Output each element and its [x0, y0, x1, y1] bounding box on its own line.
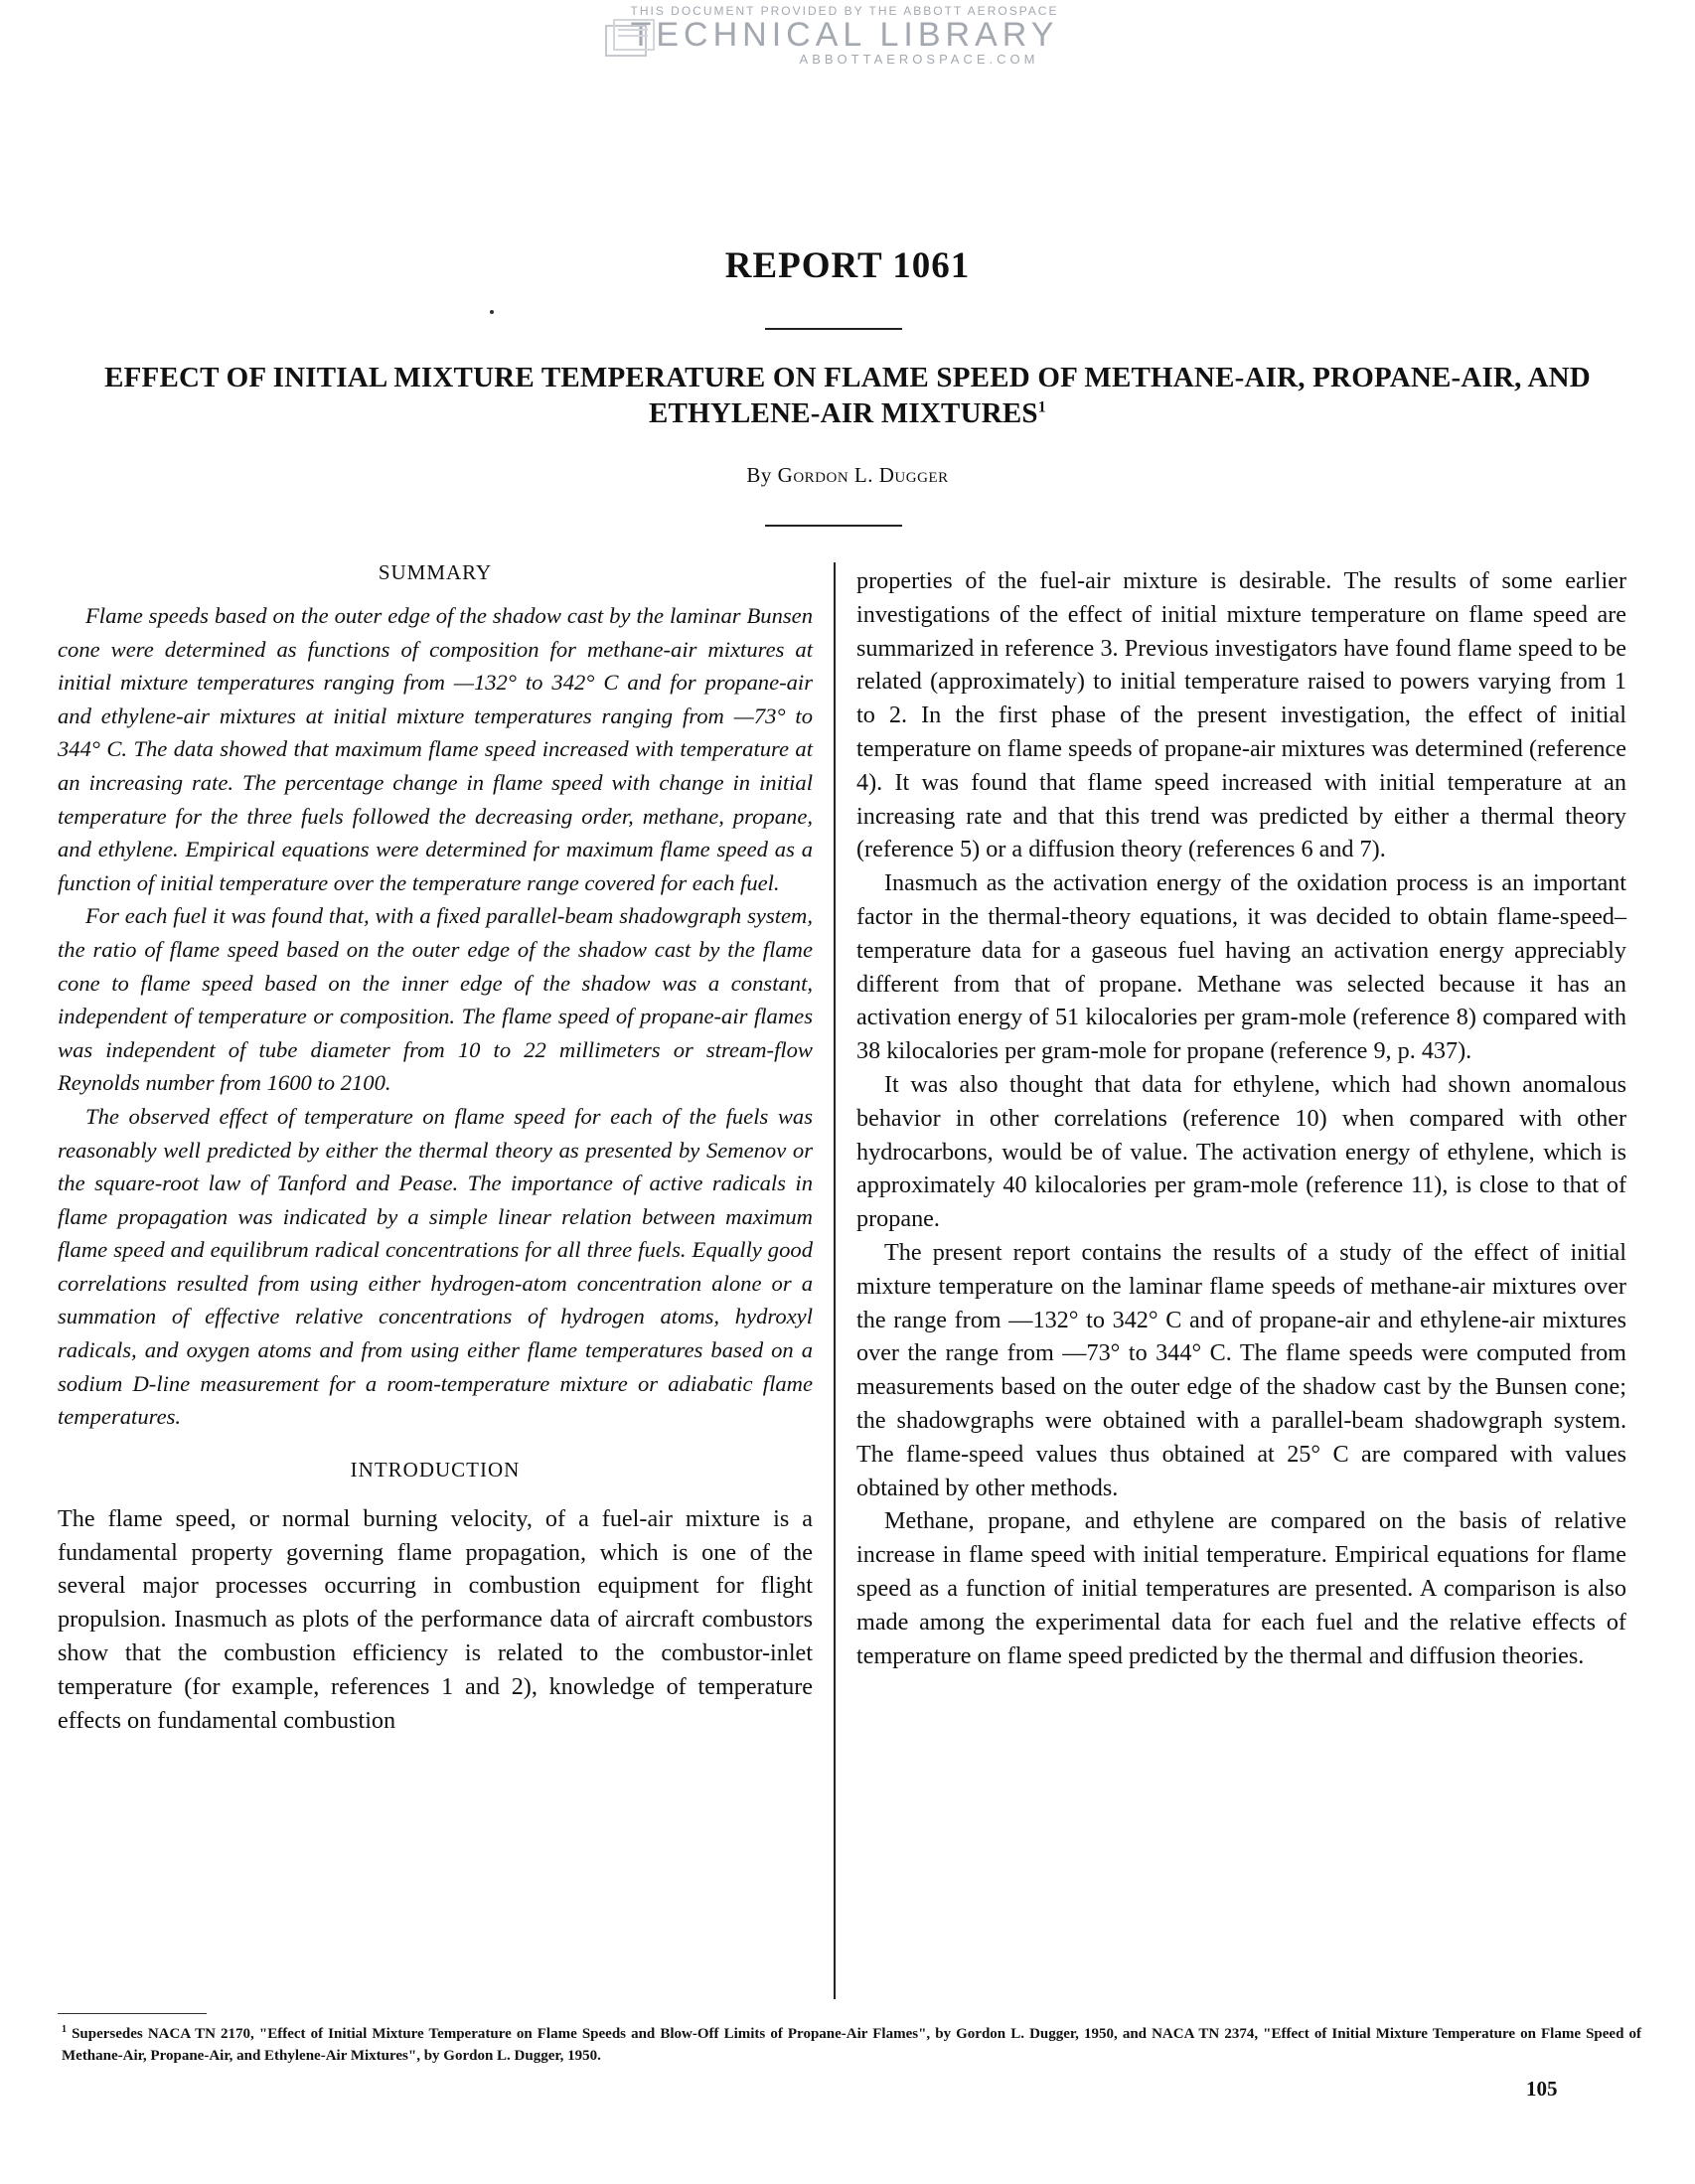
watermark-url: ABBOTTAEROSPACE.COM [799, 52, 1039, 67]
footnote-text: Supersedes NACA TN 2170, "Effect of Initial Mixture Temperature on Flame Speeds and Blow-Off Limits of Propane-Air Flames", by Gordon L. Dugger, 1950, and NACA TN 2374, "Effect of Initial Mixture Temperature on Flame Speed of Methane-Air, Propane-Air, and Ethylene-Air Mixtures", by Gordon L. Dugger, 1950. [62, 2026, 1641, 2064]
summary-paragraph: The observed effect of temperature on flame speed for each of the fuels was reasonably well predicted by either the thermal theory as presented by Semenov or the square-root law of Tanford and Pease. The importance of active radicals in flame propagation was indicated by a simple linear relation between maximum flame speed and equilibrum radical concentrations for all three fuels. Equally good correlations resulted from using either hydrogen-atom concentration alone or a summation of effective relative concentrations of hydrogen atoms, hydroxyl radicals, and oxygen atoms and from using either flame temperatures based on a sodium D-line measurement for a room-temperature mixture or adiabatic flame temperatures. [58, 1103, 813, 1430]
right-column [856, 564, 1626, 1672]
byline-prefix: By [746, 463, 772, 487]
intro-paragraph: It was also thought that data for ethylene, which had shown anomalous behavior in other correlations (reference 10) when compared with other hydrocarbons, would be of value. The activation energy of ethylene, which is approximately 40 kilocalories per gram-mole (reference 11), is close to that of propane. [856, 1070, 1626, 1233]
title-rule-top [765, 328, 902, 330]
page-number: 105 [1526, 2077, 1558, 2101]
left-column [58, 560, 813, 1737]
watermark [596, 4, 1093, 76]
stray-mark [490, 310, 494, 314]
column-divider [834, 562, 836, 1999]
intro-paragraph: Methane, propane, and ethylene are compared on the basis of relative increase in flame speed with initial temperature. Empirical equations for flame speed as a function of initial temperatures are presented. A comparison is also made among the experimental data for each fuel and the relative effects of temperature on flame speed predicted by the thermal and diffusion theories. [856, 1507, 1626, 1669]
summary-paragraph: Flame speeds based on the outer edge of the shadow cast by the laminar Bunsen cone were determined as functions of composition for methane-air mixtures at initial mixture temperatures ranging from —132° to 342° C and for propane-air and ethylene-air mixtures at initial mixture temperatures ranging from —73° to 344° C. The data showed that maximum flame speed increased with temperature at an increasing rate. The percentage change in flame speed with change in initial temperature for the three fuels followed the decreasing order, methane, propane, and ethylene. Empirical equations were determined for maximum flame speed as a function of initial temperature over the temperature range covered for each fuel. [58, 603, 813, 895]
footnote [62, 2019, 1641, 2067]
footnote-rule [58, 2013, 207, 2014]
intro-paragraph: properties of the fuel-air mixture is desirable. The results of some earlier investigations of the effect of initial mixture temperature on flame speed are summarized in reference 3. Previous investigators have found flame speed to be related (approximately) to initial temperature raised to powers varying from 1 to 2. In the first phase of the present investigation, the effect of initial temperature on flame speeds of propane-air mixtures was determined (reference 4). It was found that flame speed increased with initial temperature at an increasing rate and that this trend was predicted by either a thermal theory (reference 5) or a diffusion theory (references 6 and 7). [856, 567, 1626, 863]
summary-paragraph: For each fuel it was found that, with a fixed parallel-beam shadowgraph system, the ratio of flame speed based on the outer edge of the shadow cast by the flame cone to flame speed based on the inner edge of the shadow was a constant, independent of temperature or composition. The flame speed of propane-air flames was independent of tube diameter from 10 to 22 millimeters or stream-flow Reynolds number from 1600 to 2100. [58, 903, 813, 1096]
intro-paragraph: Inasmuch as the activation energy of the oxidation process is an important factor in the thermal-theory equations, it was decided to obtain flame-speed–temperature data for a gaseous fuel having an activation energy appreciably different from that of propane. Methane was selected because it has an activation energy of 51 kilocalories per gram-mole (reference 8) compared with 38 kilocalories per gram-mole for propane (reference 9, p. 437). [856, 869, 1626, 1065]
author-name: Gordon L. Dugger [777, 463, 949, 487]
footnote-marker: 1 [62, 2024, 67, 2035]
byline [0, 463, 1695, 488]
introduction-heading: INTRODUCTION [350, 1457, 521, 1482]
library-logo-icon [604, 16, 668, 64]
intro-paragraph: The present report contains the results of a study of the effect of initial mixture temperature on the laminar flame speeds of methane-air mixtures over the range from —132° to 342° C and of propane-air and ethylene-air mixtures over the range from —73° to 344° C. The flame speeds were computed from measurements based on the outer edge of the shadow cast by the Bunsen cone; the shadowgraphs were obtained with a parallel-beam shadowgraph system. The flame-speed values thus obtained at 25° C are compared with values obtained by other methods. [856, 1238, 1626, 1501]
watermark-main-line: TECHNICAL LIBRARY [630, 16, 1059, 54]
watermark-top-line: THIS DOCUMENT PROVIDED BY THE ABBOTT AEROSPACE [630, 4, 1059, 18]
paper-title [30, 360, 1665, 431]
report-number: REPORT 1061 [724, 245, 971, 286]
paper-title-text: EFFECT OF INITIAL MIXTURE TEMPERATURE ON FLAME SPEED OF METHANE-AIR, PROPANE-AIR, AND ETHYLENE-AIR MIXTURES [104, 362, 1591, 429]
summary-heading: SUMMARY [378, 560, 493, 584]
title-footnote-marker: 1 [1037, 398, 1046, 416]
title-rule-bottom [765, 525, 902, 527]
intro-paragraph: The flame speed, or normal burning velocity, of a fuel-air mixture is a fundamental property governing flame propagation, which is one of the several major processes occurring in combustion equipment for flight propulsion. Inasmuch as plots of the performance data of aircraft combustors show that the combustion efficiency is related to the combustor-inlet temperature (for example, references 1 and 2), knowledge of temperature effects on fundamental combustion [58, 1504, 813, 1734]
